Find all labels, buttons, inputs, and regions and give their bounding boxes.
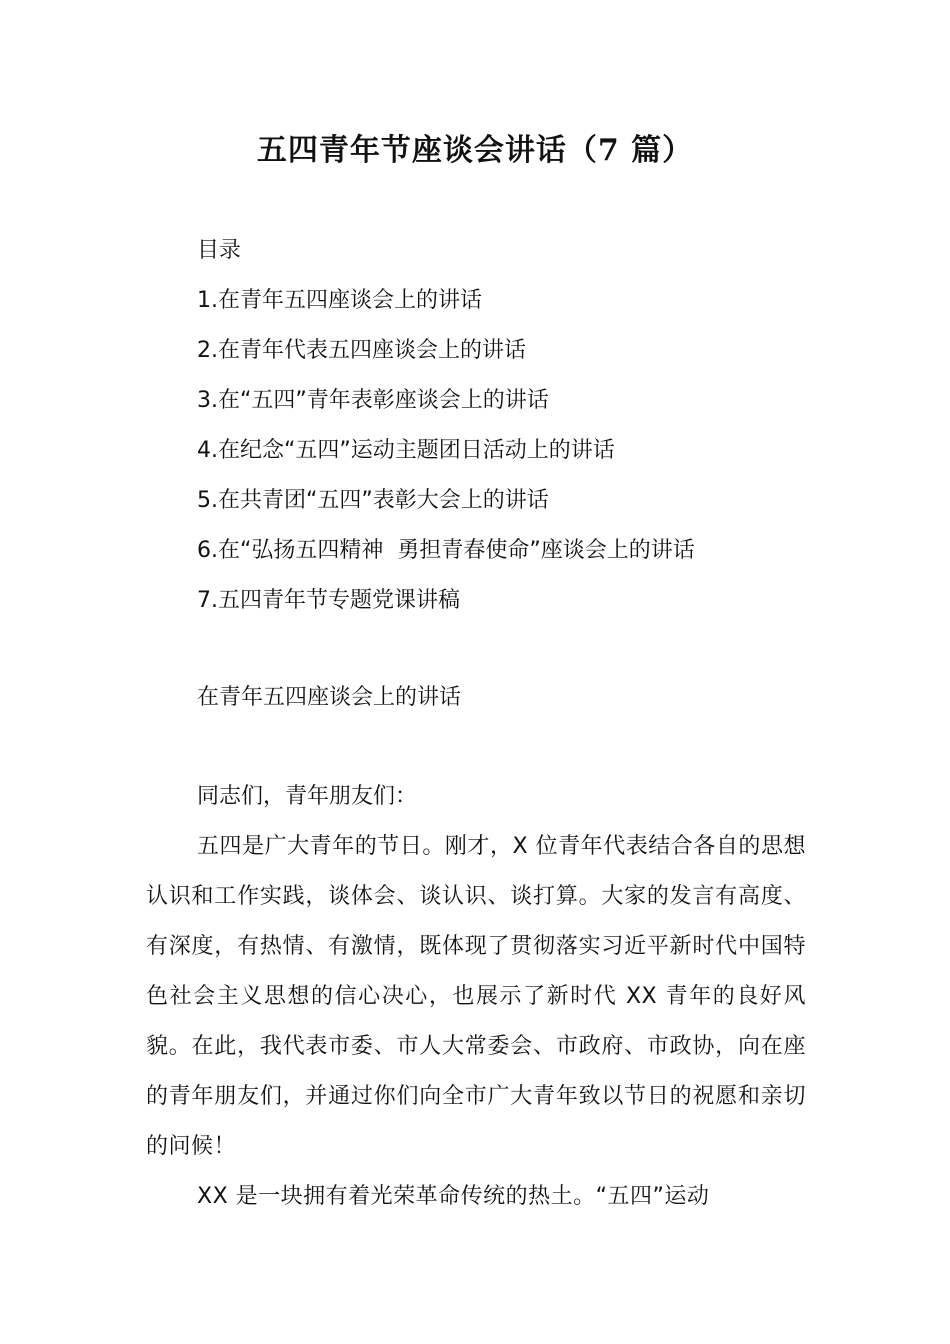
toc-item: 6.在“弘扬五四精神 勇担青春使命”座谈会上的讲话	[197, 538, 695, 563]
toc-item: 5.在共青团“五四”表彰大会上的讲话	[197, 488, 549, 513]
toc-item: 7.五四青年节专题党课讲稿	[197, 588, 460, 613]
section-title: 在青年五四座谈会上的讲话	[197, 685, 462, 710]
salutation: 同志们，青年朋友们：	[197, 784, 418, 809]
toc-heading: 目录	[197, 238, 242, 263]
paragraph: XX 是一块拥有着光荣革命传统的热土。“五四”运动	[197, 1184, 710, 1209]
document-title: 五四青年节座谈会讲话（7 篇）	[256, 133, 694, 168]
paragraph: 五四是广大青年的节日。刚才，X 位青年代表结合各自的思想认识和工作实践，谈体会、谈认识、谈打算。大家的发言有高度、有深度，有热情、有激情，既体现了贯彻落实习近平新时代中国特色社会主义思想的信心决心，也展示了新时代 XX 青年的良好风貌。在此，我代表市委、市人大常委会、市政府、市政协，向在座的青年朋友们，并通过你们向全市广大青年致以节日的祝愿和亲切的问候！	[146, 834, 806, 1159]
speech-body	[146, 772, 806, 1222]
toc-item: 4.在纪念“五四”运动主题团日活动上的讲话	[197, 438, 615, 463]
toc-item: 3.在“五四”青年表彰座谈会上的讲话	[197, 388, 549, 413]
table-of-contents	[197, 226, 897, 626]
toc-item: 1.在青年五四座谈会上的讲话	[197, 288, 482, 313]
toc-item: 2.在青年代表五四座谈会上的讲话	[197, 338, 526, 363]
